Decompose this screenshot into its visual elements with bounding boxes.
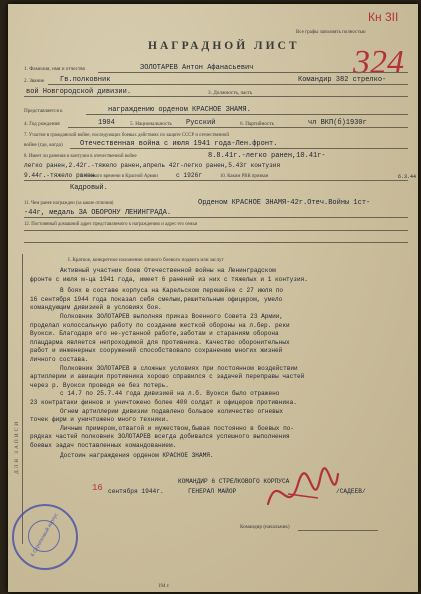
narrative [30,267,414,461]
row3-label: 3. Должность, часть [208,90,253,96]
row6-value: чл ВКП(б)1930г [308,119,367,127]
row9-value: с 1926г [176,172,202,179]
narrative-line: Вуокси. Благодаря его не-устанной работе,заботам и стараниям оборона [30,330,279,338]
narrative-line: артиллерии и авиации противника хорошо справился с задачей переправы частей [30,373,305,381]
award-sheet [8,4,418,592]
narrative-line: 23 контратаки финнов и уничтожено более 400 солдат и офицеров противника. [30,398,297,406]
top-note: Все графы заполнять полностью [296,30,366,35]
row8-value-a: 8.8.41г.-легко ранен,10.41г- [208,152,326,160]
row3-value-b: вой Новгородской дивизии. [26,88,132,96]
official-stamp [12,504,78,570]
row8-label: 8. Имеет ли ранения и контузии в отечественной войне [24,154,137,159]
narrative-line: В боях в составе корпуса на Карельском перешейке с 27 июля по [60,287,284,295]
signature-name: /САДЕЕВ/ [336,488,366,495]
row9-label: 9. С какого времени в Красной Армии [80,174,158,179]
narrative-line: Личным примером,отвагой и мужеством,бывая постоянно в боевых по- [60,424,295,432]
row6-label: 6. Партийность [240,121,275,127]
narrative-line: с 14.7 по 25.7.44 года дивизией на л.б. Вуокси было отражено [60,390,280,398]
sidebar-text: ДЛЯ ЗАПИСИ [14,419,20,474]
row10-value: Кадровый. [70,184,108,192]
stamp-text: 6 Стрелковый корпус [29,512,60,558]
narrative-line: командующим дивизией в условиях боя. [30,304,162,312]
signature-date: сентября 1944г. [108,488,164,495]
row11-value: Орденом КРАСНОЕ ЗНАМЯ-42г.Отеч.Войны 1ст- [198,199,371,207]
narrative-line: 16 сентября 1944 года показал себя смелым,решительным офицером, умело [30,295,283,303]
row5-label: 5. Национальность [130,121,172,127]
page-title: НАГРАДНОЙ ЛИСТ [148,40,300,52]
row7-label-b: войне (где, когда) [24,142,63,148]
row11-label: 11. Чем ранее награжден (за какие отличия) [24,201,114,206]
handwritten-signature [258,464,348,524]
row3-value-a: Командир 382 стрелко- [298,76,387,84]
narrative-line: точек фирм и уничтожено много техники. [30,416,169,424]
row4-label: 4. Год рождения [24,121,60,127]
narrative-line: Полковник ЗОЛОТАРЕВ в сложных условиях при постоянном воздействии [60,364,298,372]
row12-label: 12. Постоянный домашний адрес представляемого к награждению и адрес его семьи [24,222,198,227]
narrative-line: плацдарма является непроходимой для противника. Качество оборонительных [30,338,290,346]
footer-note: 194 г. [158,584,170,589]
narrative-line: Достоин награждения орденом КРАСНОЕ ЗНАМЯ. [60,452,214,460]
row11-value-b: -44г, медаль ЗА ОБОРОНУ ЛЕНИНГРАДА. [24,209,172,217]
row4-value: 1904 [98,119,115,127]
narrative-line: через р. Вуокси проведя ее без потерь. [30,381,169,389]
row8-value-b: легко ранен,2.42г.-тяжело ранен,апрель 42г-легко ранен,5.43г контузия [24,162,281,169]
row2-label: 2. Звание [24,78,45,84]
present-label: Представляется к [24,108,63,114]
narrative-line: фронте с июля м-ца 1941 года, имеет 6 ранений из них с тяжелых и 1 контузия. [30,275,308,283]
row7-label: 7. Участие в гражданской войне, последующих боевых действиях по защите СССР и отечественной [24,133,229,138]
row8-value-c: 9.44г.-тяжело ранен [24,172,95,179]
narrative-line: проделал колоссальную работу по созданию жесткой обороны на л.бер. реки [30,321,290,329]
row1-label: 1. Фамилия, имя и отчество [24,66,86,72]
row10-label: 10. Каким РВК призван [220,174,269,179]
narrative-line: Огнем артиллерии дивизии подавлено большое количество огневых [60,407,284,415]
commander-label: Командир (начальник) [240,524,290,530]
narrative-line: боевых задач поставленных командованием. [30,441,177,449]
signature-rank: ГЕНЕРАЛ МАЙОР [188,488,237,495]
narrative-line: работ и инженерных сооружений способствовало сохранению многих жизней [30,347,283,355]
row1-value: ЗОЛОТАРЕВ Антон Афанасьевич [140,64,254,72]
date-note: 6.3.44 [398,174,417,180]
narrative-line: Полковник ЗОЛОТАРЕВ выполняя приказ Военного Совета 23 Армии, [60,312,284,320]
handwritten-number: 324 [353,44,404,81]
row2-value: Гв.полковник [60,76,111,84]
narrative-line: личного состава. [30,355,89,363]
row5-value: Русский [186,119,216,127]
corner-note: Кн 3II [368,10,399,24]
narrative-line: Активный участник боев Отечественной войны на Ленинградском [60,267,276,274]
signature-role: КОМАНДИР 6 СТРЕЛКОВОГО КОРПУСА [178,478,290,485]
present-value: награждению орденом КРАСНОЕ ЗНАМЯ. [108,106,251,114]
row7-value: Отечественная война с июля 1941 года-Лен.фронт. [80,140,278,148]
signature-date-day: 16 [92,483,103,493]
narrative-line: рядках частей полковник ЗОЛОТАРЕВ всегда добивался успешного выполнения [30,433,290,441]
section-title: I. Краткое, конкретное изложение личного боевого подвига или заслуг [68,257,224,263]
